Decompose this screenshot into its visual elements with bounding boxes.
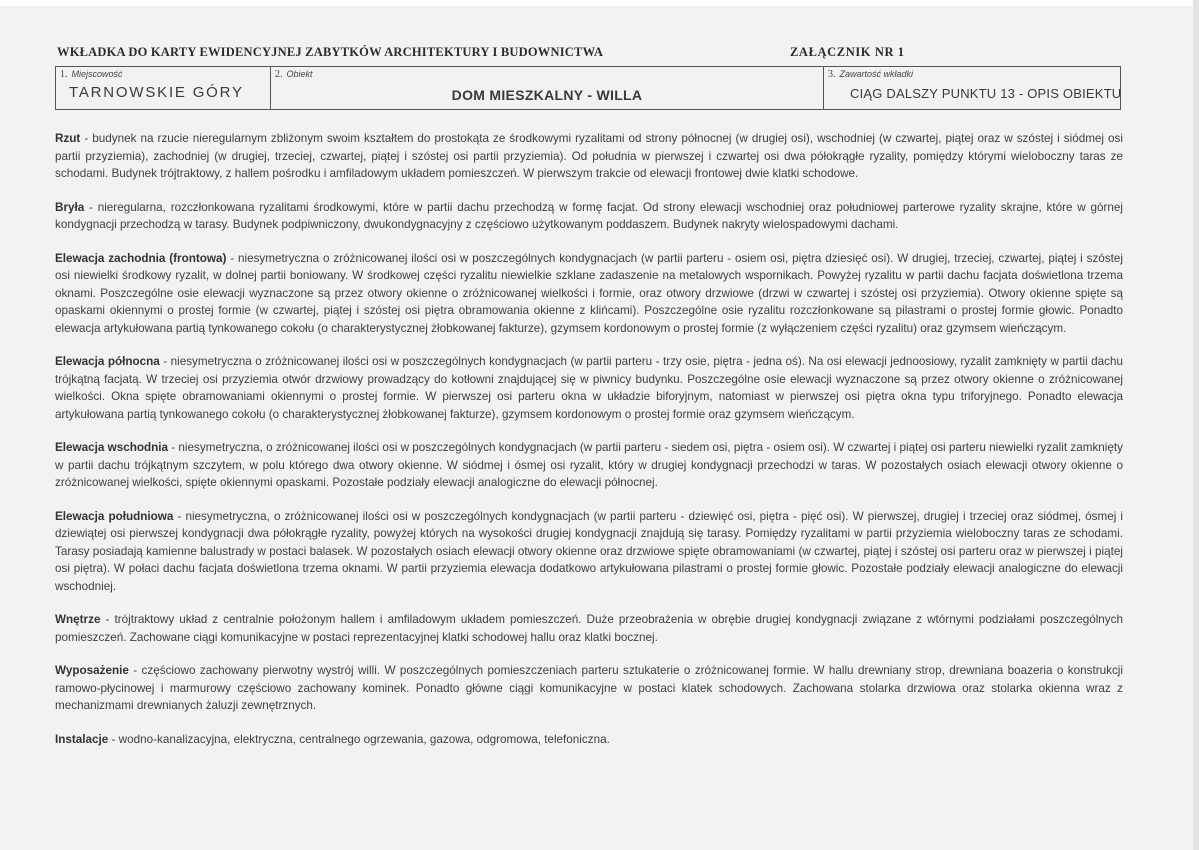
field-object-label — [275, 69, 313, 80]
field-insert-content-number: 3. — [828, 69, 836, 80]
section-east-elevation — [55, 439, 1123, 492]
section-text: - niesymetryczna, o zróżnicowanej ilości osi w poszczególnych kondygnacjach (w partii parteru - siedem osi, piętra - osiem osi). W czwartej i piątej osi parteru niewielki ryzalit zamknięty w partii dachu trójkątnym szczytem, w polu którego dwa otwory okienne. W siódmej i ósmej osi ryzalit, który w drugiej kondygnacji przechodzi w taras. W pozostałych osiach elewacji otwory okienne o zróżnicowanej wielkości, spięte okiennymi opaskami. Pozostałe podziały elewacji analogiczne do elewacji północnej. — [55, 441, 1123, 489]
section-text: - niesymetryczna o zróżnicowanej ilości osi w poszczególnych kondygnacjach (w partii parteru - trzy osie, piętra - jedna oś). Na osi elewacji jednoosiowy, ryzalit zamknięty w partii dachu trójkątną facjatą. W trzeciej osi przyziemia otwór drzwiowy prowadzący do kotłowni znajdującej się w piwnicy budynku. Poszczególne osie elewacji wyznaczone są przez otwory okienne o zróżnicowanej wielkości. Okna spięte obramowaniami okiennymi o prostej formie. W pierwszej osi parteru okna w układzie biforyjnym, natomiast w pierwszej osi piętra okna typu triforyjnego. Ponadto elewacja artykułowana partią tynkowanego cokołu (o charakterystycznej żłobkowanej fakturze), gzymsem kordonowym o prostej formie oraz gzymsem wieńczącym. — [55, 355, 1124, 421]
field-insert-content — [823, 67, 1120, 109]
description-body — [55, 130, 1123, 764]
section-text: - trójtraktowy układ z centralnie położonym hallem i amfiladowym układem pomieszczeń. Duże przeobrażenia w obrębie drugiej kondygnacji związane z wtórnymi podziałami poszczególnych pomieszczeń. Zachowane ciągi komunikacyjne w postaci reprezentacyjnej klatki schodowej hallu oraz klatki bocznej. — [55, 613, 1123, 644]
section-heading: Elewacja wschodnia — [55, 441, 169, 454]
section-installations — [55, 731, 1123, 749]
document-title: WKŁADKA DO KARTY EWIDENCYJNEJ ZABYTKÓW ARCHITEKTURY I BUDOWNICTWA — [57, 45, 604, 59]
field-insert-content-caption: Zawartość wkładki — [839, 69, 914, 79]
section-text: - częściowo zachowany pierwotny wystrój willi. W poszczególnych pomieszczeniach parteru sztukaterie o zróżnicowanej formie. W hallu drewniany strop, drewniana boazeria o konstrukcji ramowo-płycinowej i marmurowy częściowo zachowany kominek. Ponadto główne ciągi komunikacyjne w postaci klatek schodowych. Zachowana stolarka drzwiowa oraz stolarka okienna wraz z mechanizmami drewnianych żaluzji zewnętrznych. — [55, 664, 1123, 712]
field-locality-label — [60, 69, 123, 80]
paper-right-edge — [1193, 0, 1199, 850]
field-object-number: 2. — [275, 69, 283, 80]
field-locality-caption: Miejscowość — [71, 69, 123, 79]
section-massing — [55, 199, 1123, 234]
section-text: - niesymetryczna o zróżnicowanej ilości osi w poszczególnych kondygnacjach (w partii parteru - osiem osi, piętra dziesięć osi). W drugiej, trzeciej, czwartej, piątej i szóstej osi niewielki środkowy ryzalit, w dolnej partii boniowany. W środkowej części ryzalitu niewielkie szklane zadaszenie na metalowych wspornikach. Powyżej ryzalitu w partii dachu facjata doświetlona trzema oknami. Poszczególne osie elewacji wyznaczone są przez otwory okienne o zróżnicowanej wielkości i formie, oraz otwory drzwiowe (drzwi w czwartej i szóstej osi przyziemia). Otwory okienne spięte są opaskami okiennymi o prostej formie (w czwartej, piątej i szóstej osi piętra obramowania okienne z klińcami). Poszczególne osie ryzalitu rozczłonkowane są pilastrami o prostej formie głowic. Ponadto elewacja artykułowana partią tynkowanego cokołu (o charakterystycznej żłobkowanej fakturze), gzymsem kordonowym o prostej formie (z wyłączeniem części ryzalitu) oraz gzymsem wieńczącym. — [55, 251, 1123, 335]
field-locality-number: 1. — [60, 69, 68, 80]
section-heading: Elewacja południowa — [55, 509, 174, 523]
field-locality — [56, 67, 270, 109]
section-heading: Wnętrze — [55, 613, 101, 626]
section-heading: Elewacja zachodnia (frontowa) — [55, 251, 227, 265]
section-heading: Rzut — [55, 132, 81, 145]
section-text: - niesymetryczna, o zróżnicowanej ilości osi w poszczególnych kondygnacjach (w partii parteru - dziewięć osi, piętra - pięć osi). W pierwszej, drugiej i trzeciej oraz siódmej, ósmej i dziewiątej osi pierwszej kondygnacji dwa półokrągłe ryzality, powyżej których na wysokości drugiej kondygnacji znajdują się tarasy. Pomiędzy ryzalitami w partii przyziemia wieloboczny taras ze schodami. Tarasy posiadają kamienne balustrady w postaci balasek. W pozostałych osiach elewacji otwory okienne oraz drzwiowe spięte obramowaniami (w czwartej, piątej i szóstej osi parteru oraz w pierwszej i piątej osi piętra). W połaci dachu facjata doświetlona trzema oknami. W partii przyziemia elewacja dodatkowo artykułowana pilastrami o prostej formie głowic. Pozostałe podziały elewacji analogiczne do elewacji wschodniej. — [55, 509, 1123, 593]
field-object-caption: Obiekt — [286, 69, 313, 79]
section-text: - nieregularna, rozczłonkowana ryzalitami środkowymi, które w partii dachu przechodzą w formę facjat. Od strony elewacji wschodniej oraz południowej parterowe ryzality skrajne, które w górnej kondygnacji przechodzą w tarasy. Budynek podpiwniczony, dwukondygnacyjny z częściowo użytkowanym poddaszem. Budynek nakryty wielospadowymi dachami. — [55, 200, 1123, 231]
section-interior — [55, 611, 1123, 646]
section-heading: Bryła — [55, 200, 85, 214]
field-insert-content-label — [828, 69, 913, 80]
field-insert-content-value: CIĄG DALSZY PUNKTU 13 - OPIS OBIEKTU — [850, 86, 1122, 101]
attachment-number: ZAŁĄCZNIK NR 1 — [790, 45, 905, 59]
section-furnishings — [55, 662, 1123, 715]
section-south-elevation — [55, 508, 1123, 596]
section-plan — [55, 130, 1123, 183]
field-locality-value: TARNOWSKIE GÓRY — [69, 84, 244, 101]
section-heading: Instalacje — [55, 732, 109, 746]
section-heading: Wyposażenie — [55, 664, 129, 677]
field-object — [270, 67, 823, 109]
paper-top-edge — [0, 0, 1199, 6]
section-west-elevation — [55, 250, 1123, 338]
section-heading: Elewacja północna — [55, 355, 160, 368]
record-fields-table — [55, 66, 1121, 110]
section-text: - wodno-kanalizacyjna, elektryczna, centralnego ogrzewania, gazowa, odgromowa, telefoniczna. — [108, 732, 610, 746]
section-text: - budynek na rzucie nieregularnym zbliżonym swoim kształtem do prostokąta ze środkowymi ryzalitami od strony północnej (w drugiej osi), wschodniej (w czwartej, piątej oraz w szóstej i siódmej osi partii przyziemia), zachodniej (w drugiej, trzeciej, czwartej, piątej i szóstej osi partii przyziemia). Od południa w pierwszej i czwartej osi dwa półokrągłe ryzality, pomiędzy którymi wieloboczny taras ze schodami. Budynek trójtraktowy, z hallem pośrodku i amfiladowym układem pomieszczeń. W pierwszym trakcie od elewacji frontowej dwie klatki schodowe. — [55, 132, 1123, 180]
section-north-elevation — [55, 353, 1123, 423]
field-object-value: DOM MIESZKALNY - WILLA — [451, 87, 643, 103]
